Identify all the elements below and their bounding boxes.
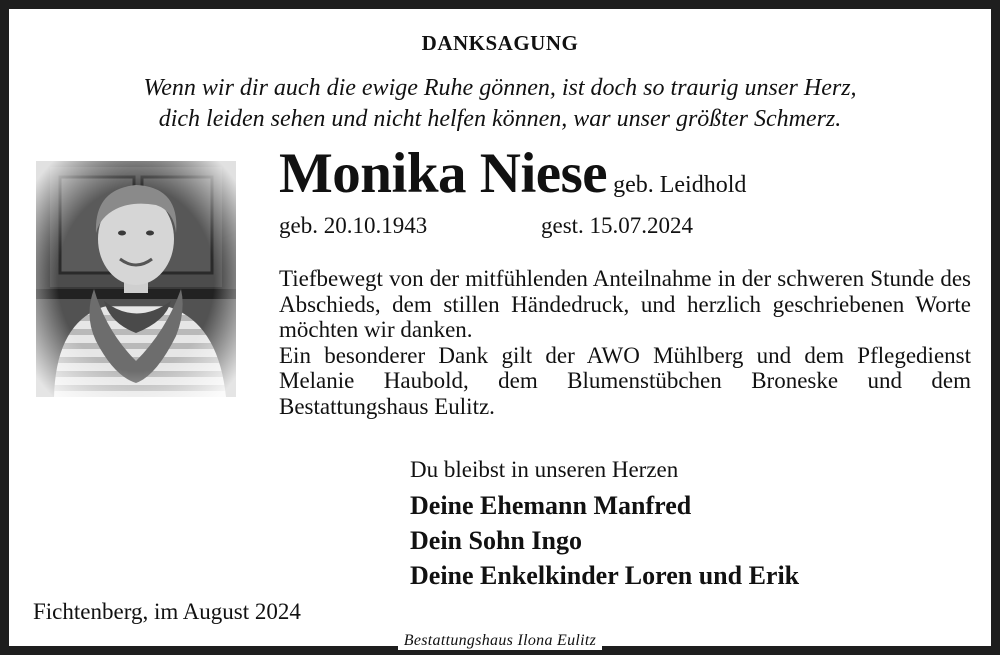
portrait-image <box>36 161 236 397</box>
thanks-text <box>279 266 971 419</box>
thanks-paragraph-1: Tiefbewegt von der mitfühlenden Anteilnahme in der schweren Stunde des Abschieds, dem stillen Händedruck, und herzlich geschriebenen Worte möchten wir danken. <box>279 266 971 342</box>
place-date: Fichtenberg, im August 2024 <box>33 599 301 624</box>
signer-spouse: Deine Ehemann Manfred <box>410 491 692 520</box>
birth-date: geb. 20.10.1943 <box>279 213 428 238</box>
thanks-paragraph-2: Ein besonderer Dank gilt der AWO Mühlberg und dem Pflegedienst Melanie Haubold, dem Blumenstübchen Broneske und dem Bestattungshaus Eulitz. <box>279 342 971 419</box>
death-date: gest. 15.07.2024 <box>541 213 694 238</box>
signers <box>410 488 799 593</box>
verse-line-1: Wenn wir dir auch die ewige Ruhe gönnen, ist doch so traurig unser Herz, <box>143 75 857 101</box>
closing-line: Du bleibst in unseren Herzen <box>410 457 679 482</box>
deceased-name: Monika Niese <box>279 142 608 205</box>
portrait-photo <box>36 161 236 397</box>
name-row <box>279 141 746 206</box>
verse <box>9 73 991 135</box>
birth-name: geb. Leidhold <box>613 172 747 198</box>
life-dates <box>279 213 693 239</box>
funeral-home-footer <box>9 632 991 650</box>
verse-line-2: dich leiden sehen und nicht helfen können, war unser größter Schmerz. <box>158 106 842 132</box>
funeral-home-name: Bestattungshaus Ilona Eulitz <box>398 632 602 650</box>
signer-son: Dein Sohn Ingo <box>410 526 582 555</box>
notice-heading: DANKSAGUNG <box>421 31 579 55</box>
signer-grandchildren: Deine Enkelkinder Loren und Erik <box>410 561 800 590</box>
